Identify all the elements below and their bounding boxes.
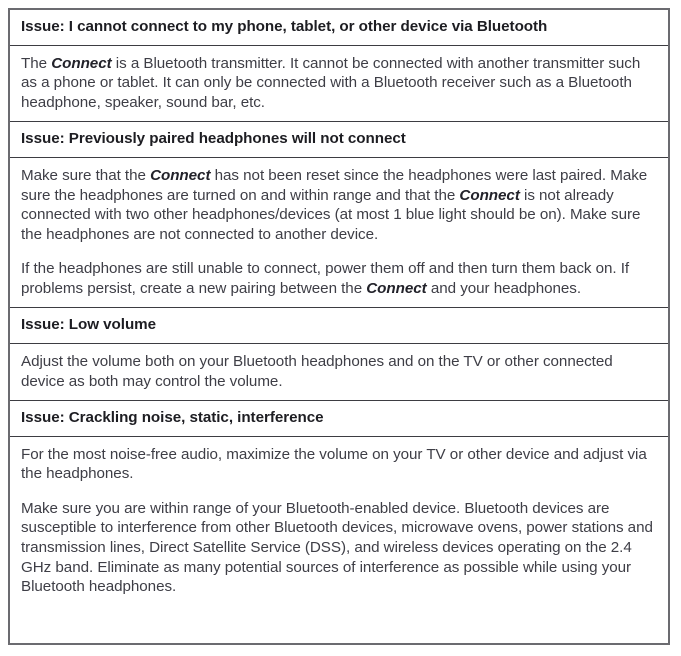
issue-header-row (10, 308, 668, 344)
answer-paragraph: For the most noise-free audio, maximize the volume on your TV or other device and adjust via the headphones. (21, 445, 647, 483)
answer-paragraph: Make sure that the Connect has not been reset since the headphones were last paired. Make sure the headphones are turned on and within range and that the Connect is not already connected with two other headphones/devices (at most 1 blue light should be on). Make sure the headphones are not connected to another device. (21, 167, 648, 243)
answer-body-row (10, 158, 668, 308)
issue-header-row (10, 401, 668, 437)
issue-title: Issue: I cannot connect to my phone, tablet, or other device via Bluetooth (21, 18, 548, 35)
issue-header-row (10, 122, 668, 158)
issue-title: Issue: Crackling noise, static, interference (21, 409, 324, 427)
answer-body-row (10, 344, 668, 401)
answer-body-row (10, 437, 668, 606)
troubleshooting-table (8, 8, 670, 645)
product-name-emphasis: Connect (459, 186, 520, 204)
answer-paragraph: If the headphones are still unable to connect, power them off and then turn them back on. If problems persist, create a new pairing between the Connect and your headphones. (21, 260, 630, 297)
answer-body-row (10, 46, 668, 123)
answer-paragraph: The Connect is a Bluetooth transmitter. It cannot be connected with another transmitter such as a phone or tablet. It can only be connected with a Bluetooth receiver such as a Bluetooth headphone, speaker, sound bar, etc. (21, 54, 641, 111)
product-name-emphasis: Connect (366, 279, 427, 297)
issue-header-row (10, 10, 668, 46)
issue-title: Issue: Low volume (21, 316, 157, 334)
product-name-emphasis: Connect (150, 167, 211, 185)
product-name-emphasis: Connect (51, 54, 112, 72)
answer-paragraph: Make sure you are within range of your Bluetooth-enabled device. Bluetooth devices are susceptible to interference from other Bluetooth devices, microwave ovens, power stations and transmission lines, Direct Satellite Service (DSS), and wireless devices operating on the 2.4 GHz band. Eliminate as many potential sources of interference as possible while using your Bluetooth headphones. (21, 499, 653, 596)
answer-paragraph: Adjust the volume both on your Bluetooth headphones and on the TV or other connected device as both may control the volume. (21, 353, 613, 390)
issue-title: Issue: Previously paired headphones will not connect (21, 130, 406, 148)
